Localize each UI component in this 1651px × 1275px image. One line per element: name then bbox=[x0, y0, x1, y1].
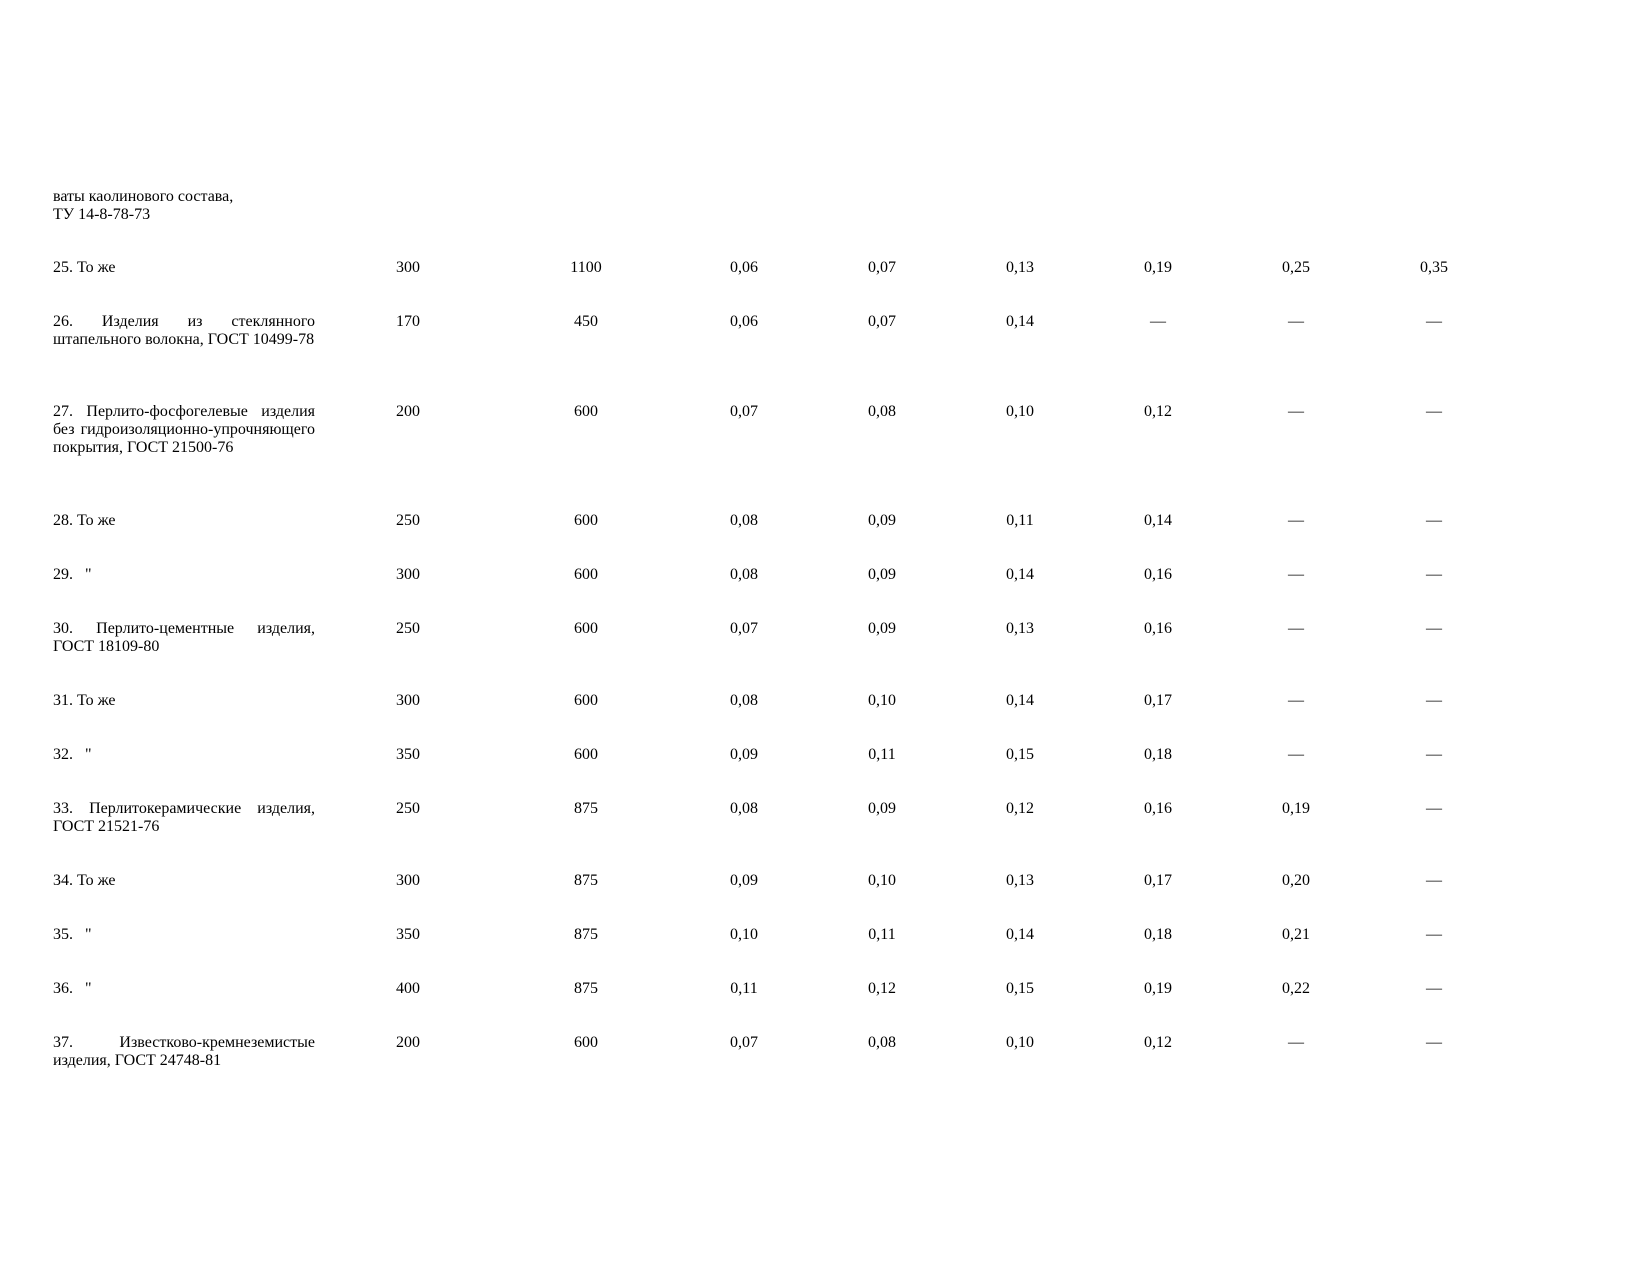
cell-col-1: 250 bbox=[396, 512, 420, 529]
cell-col-5: 0,13 bbox=[1006, 259, 1034, 276]
cell-col-1: 200 bbox=[396, 403, 420, 420]
cell-col-8: — bbox=[1426, 692, 1442, 709]
row-name: 37. Известково-кремнеземистые изделия, ГОСТ 24748-81 bbox=[53, 1034, 315, 1069]
cell-col-3: 0,06 bbox=[730, 259, 758, 276]
cell-col-5: 0,12 bbox=[1006, 800, 1034, 817]
row-name: 32. " bbox=[53, 746, 92, 763]
cell-col-6: 0,14 bbox=[1144, 512, 1172, 529]
table-row bbox=[0, 259, 1651, 277]
table-row bbox=[0, 620, 1651, 655]
cell-col-4: 0,09 bbox=[868, 620, 896, 637]
cell-col-5: 0,13 bbox=[1006, 872, 1034, 889]
cell-col-4: 0,08 bbox=[868, 403, 896, 420]
cell-col-2: 875 bbox=[574, 926, 598, 943]
cell-col-6: 0,17 bbox=[1144, 872, 1172, 889]
cell-col-6: 0,12 bbox=[1144, 403, 1172, 420]
cell-col-7: — bbox=[1288, 566, 1304, 583]
row-name: 29. " bbox=[53, 566, 92, 583]
cell-col-7: — bbox=[1288, 692, 1304, 709]
row-name: 35. " bbox=[53, 926, 92, 943]
row-name: 34. То же bbox=[53, 872, 116, 889]
cell-col-2: 875 bbox=[574, 980, 598, 997]
cell-col-4: 0,09 bbox=[868, 800, 896, 817]
cell-col-8: — bbox=[1426, 313, 1442, 330]
cell-col-2: 600 bbox=[574, 1034, 598, 1051]
cell-col-6: 0,19 bbox=[1144, 259, 1172, 276]
table-row bbox=[0, 800, 1651, 835]
cell-col-1: 350 bbox=[396, 746, 420, 763]
cell-col-8: — bbox=[1426, 1034, 1442, 1051]
cell-col-3: 0,07 bbox=[730, 620, 758, 637]
row-name: 26. Изделия из стеклянного штапельного волокна, ГОСТ 10499-78 bbox=[53, 313, 315, 348]
cell-col-7: 0,22 bbox=[1282, 980, 1310, 997]
cell-col-4: 0,11 bbox=[868, 746, 896, 763]
cell-col-3: 0,08 bbox=[730, 566, 758, 583]
cell-col-5: 0,11 bbox=[1006, 512, 1034, 529]
cell-col-3: 0,07 bbox=[730, 1034, 758, 1051]
cell-col-6: — bbox=[1150, 313, 1166, 330]
cell-col-8: — bbox=[1426, 566, 1442, 583]
table-row bbox=[0, 313, 1651, 348]
cell-col-7: — bbox=[1288, 1034, 1304, 1051]
cell-col-7: — bbox=[1288, 620, 1304, 637]
continued-row-line-2: ТУ 14-8-78-73 bbox=[53, 206, 151, 223]
cell-col-2: 875 bbox=[574, 872, 598, 889]
cell-col-2: 600 bbox=[574, 403, 598, 420]
cell-col-4: 0,10 bbox=[868, 872, 896, 889]
cell-col-3: 0,09 bbox=[730, 872, 758, 889]
cell-col-1: 350 bbox=[396, 926, 420, 943]
cell-col-5: 0,14 bbox=[1006, 926, 1034, 943]
cell-col-2: 600 bbox=[574, 512, 598, 529]
cell-col-8: — bbox=[1426, 746, 1442, 763]
cell-col-5: 0,15 bbox=[1006, 746, 1034, 763]
table-row bbox=[0, 926, 1651, 944]
cell-col-3: 0,08 bbox=[730, 692, 758, 709]
cell-col-2: 600 bbox=[574, 746, 598, 763]
cell-col-5: 0,10 bbox=[1006, 403, 1034, 420]
cell-col-4: 0,08 bbox=[868, 1034, 896, 1051]
cell-col-1: 300 bbox=[396, 872, 420, 889]
table-row bbox=[0, 980, 1651, 998]
row-name: 28. То же bbox=[53, 512, 116, 529]
row-name: 33. Перлитокерамические изделия, ГОСТ 21521-76 bbox=[53, 800, 315, 835]
cell-col-6: 0,16 bbox=[1144, 800, 1172, 817]
cell-col-8: — bbox=[1426, 926, 1442, 943]
cell-col-3: 0,07 bbox=[730, 403, 758, 420]
cell-col-3: 0,08 bbox=[730, 800, 758, 817]
cell-col-7: 0,25 bbox=[1282, 259, 1310, 276]
table-row bbox=[0, 746, 1651, 764]
row-name: 31. То же bbox=[53, 692, 116, 709]
cell-col-4: 0,12 bbox=[868, 980, 896, 997]
cell-col-5: 0,14 bbox=[1006, 566, 1034, 583]
table-row bbox=[0, 692, 1651, 710]
cell-col-7: — bbox=[1288, 403, 1304, 420]
cell-col-6: 0,16 bbox=[1144, 620, 1172, 637]
cell-col-4: 0,09 bbox=[868, 512, 896, 529]
cell-col-1: 300 bbox=[396, 692, 420, 709]
cell-col-3: 0,08 bbox=[730, 512, 758, 529]
cell-col-5: 0,15 bbox=[1006, 980, 1034, 997]
table-row bbox=[0, 512, 1651, 530]
row-name: 25. То же bbox=[53, 259, 116, 276]
cell-col-3: 0,11 bbox=[730, 980, 758, 997]
table-row bbox=[0, 1034, 1651, 1069]
cell-col-8: — bbox=[1426, 620, 1442, 637]
row-name: 30. Перлито-цементные изделия, ГОСТ 18109-80 bbox=[53, 620, 315, 655]
cell-col-3: 0,09 bbox=[730, 746, 758, 763]
table-row bbox=[0, 872, 1651, 890]
cell-col-7: — bbox=[1288, 746, 1304, 763]
cell-col-3: 0,06 bbox=[730, 313, 758, 330]
cell-col-5: 0,14 bbox=[1006, 692, 1034, 709]
cell-col-7: 0,20 bbox=[1282, 872, 1310, 889]
cell-col-8: — bbox=[1426, 872, 1442, 889]
cell-col-7: — bbox=[1288, 512, 1304, 529]
cell-col-1: 250 bbox=[396, 800, 420, 817]
cell-col-3: 0,10 bbox=[730, 926, 758, 943]
cell-col-1: 300 bbox=[396, 259, 420, 276]
cell-col-4: 0,07 bbox=[868, 313, 896, 330]
cell-col-4: 0,11 bbox=[868, 926, 896, 943]
cell-col-6: 0,18 bbox=[1144, 746, 1172, 763]
cell-col-2: 600 bbox=[574, 692, 598, 709]
cell-col-6: 0,19 bbox=[1144, 980, 1172, 997]
cell-col-1: 400 bbox=[396, 980, 420, 997]
cell-col-6: 0,17 bbox=[1144, 692, 1172, 709]
table-row bbox=[0, 403, 1651, 456]
cell-col-7: — bbox=[1288, 313, 1304, 330]
cell-col-4: 0,09 bbox=[868, 566, 896, 583]
continued-row-line-1: ваты каолинового состава, bbox=[53, 188, 234, 205]
cell-col-8: — bbox=[1426, 403, 1442, 420]
cell-col-4: 0,07 bbox=[868, 259, 896, 276]
continued-row-text bbox=[53, 188, 353, 224]
cell-col-6: 0,16 bbox=[1144, 566, 1172, 583]
cell-col-2: 450 bbox=[574, 313, 598, 330]
cell-col-4: 0,10 bbox=[868, 692, 896, 709]
cell-col-8: 0,35 bbox=[1420, 259, 1448, 276]
row-name: 27. Перлито-фосфогелевые изделия без гидроизоляционно-упрочняющего покрытия, ГОСТ 21500-76 bbox=[53, 403, 315, 456]
cell-col-8: — bbox=[1426, 800, 1442, 817]
cell-col-1: 170 bbox=[396, 313, 420, 330]
cell-col-5: 0,13 bbox=[1006, 620, 1034, 637]
cell-col-1: 200 bbox=[396, 1034, 420, 1051]
cell-col-7: 0,19 bbox=[1282, 800, 1310, 817]
cell-col-6: 0,18 bbox=[1144, 926, 1172, 943]
cell-col-7: 0,21 bbox=[1282, 926, 1310, 943]
cell-col-8: — bbox=[1426, 980, 1442, 997]
cell-col-8: — bbox=[1426, 512, 1442, 529]
cell-col-5: 0,10 bbox=[1006, 1034, 1034, 1051]
cell-col-1: 250 bbox=[396, 620, 420, 637]
cell-col-2: 600 bbox=[574, 620, 598, 637]
table-row bbox=[0, 566, 1651, 584]
cell-col-6: 0,12 bbox=[1144, 1034, 1172, 1051]
cell-col-2: 600 bbox=[574, 566, 598, 583]
cell-col-5: 0,14 bbox=[1006, 313, 1034, 330]
cell-col-1: 300 bbox=[396, 566, 420, 583]
cell-col-2: 1100 bbox=[570, 259, 602, 276]
cell-col-2: 875 bbox=[574, 800, 598, 817]
row-name: 36. " bbox=[53, 980, 92, 997]
